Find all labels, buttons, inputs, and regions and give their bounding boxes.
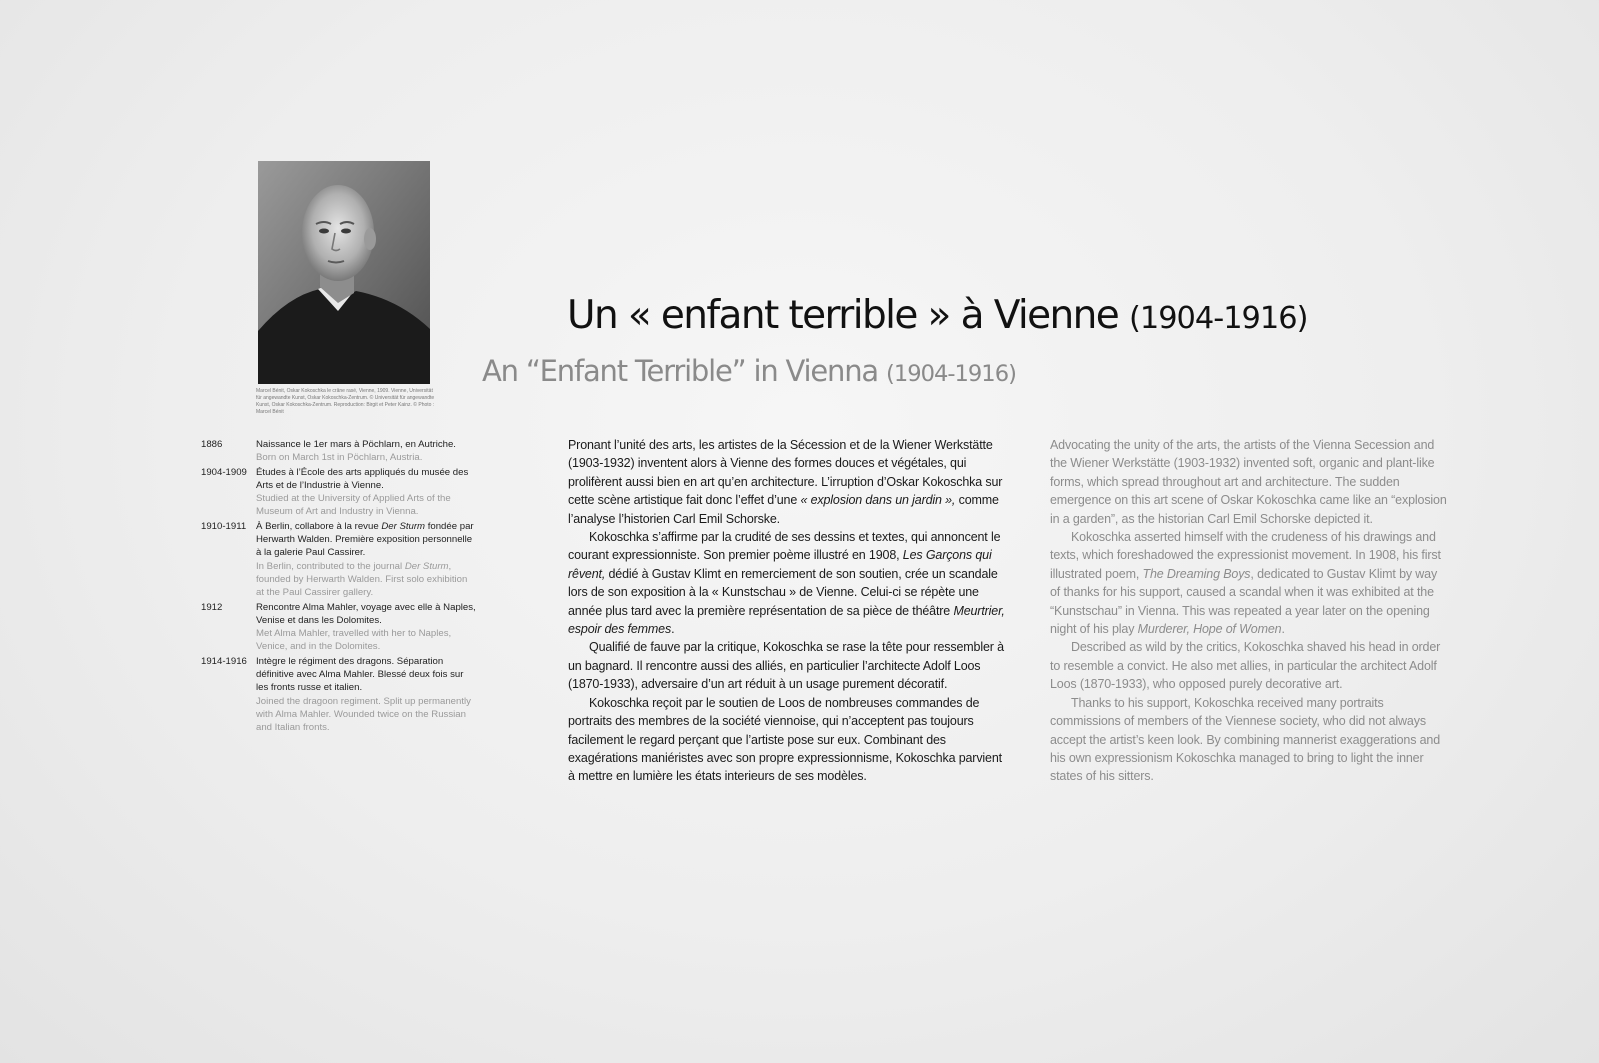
main-title-french: [567, 293, 1308, 338]
title-fr-text: Un « enfant terrible » à Vienne: [567, 293, 1119, 338]
timeline-text-en: Joined the dragoon regiment. Split up permanently with Alma Mahler. Wounded twice on the Russian and Italian fronts.: [256, 695, 471, 734]
work-title-italic: The Dreaming Boys: [1142, 566, 1251, 581]
timeline-entry: [201, 655, 476, 735]
text-run: Kokoschka asserted himself with the crudeness of his drawings and texts, which foreshadowed the expressionist movement. In 1908, his first illustrated poem,: [1050, 530, 1441, 581]
text-run: dédié à Gustav Klimt en remerciement de son soutien, crée un scandale lors de son exposition à la « Kunstschau » de Vienne. Celui-ci se répète une année plus tard avec la première représentation de sa pièce de théâtre: [568, 566, 998, 618]
timeline-year: 1904-1909: [201, 466, 247, 478]
timeline-text-en: [256, 560, 476, 600]
timeline-text-fr: Rencontre Alma Mahler, voyage avec elle à Naples, Venise et dans les Dolomites.: [256, 601, 476, 626]
timeline-text-en: Met Alma Mahler, travelled with her to Naples, Venice, and in the Dolomites.: [256, 628, 452, 653]
timeline-body: [256, 655, 476, 735]
timeline-text-en: Born on March 1st in Pöchlarn, Austria.: [256, 452, 423, 464]
timeline-entry: [201, 466, 476, 519]
timeline-body: [256, 466, 476, 519]
paragraph: [1050, 528, 1450, 638]
kokoschka-portrait-photo: [258, 161, 430, 384]
biography-timeline: [201, 438, 476, 736]
text-run: , dedicated to Gustav Klimt by way of thanks for his support, caused a scandal when it was exhibited at the “Kunstschau” in Vienna. This was repeated a year later on the opening night of his play: [1050, 566, 1438, 637]
text-run: Pronant l’unité des arts, les artistes de la Sécession et de la Wiener Werkstätte (1903-1932) inventent alors à Vienne des formes douces et végétales, qui prolifèrent aussi bien en art qu’en architecture. L’irruption d’Oskar Kokoschka sur cette scène artistique fait donc l’effet d’une: [568, 438, 1003, 508]
timeline-body: [256, 438, 476, 465]
paragraph: Advocating the unity of the arts, the artists of the Vienna Secession and the Wiener Werkstätte (1903-1932) invented soft, organic and plant-like forms, which spread throughout art and architecture. The sudden emergence on this art scene of Oskar Kokoschka came like an “explosion in a garden”, as the historian Carl Emil Schorske depicted it.: [1050, 438, 1447, 526]
work-title-italic: Les Garçons qui rêvent,: [568, 548, 992, 581]
timeline-body: [256, 601, 476, 654]
main-title-english: [482, 354, 1016, 388]
work-title-italic: Murderer, Hope of Women: [1137, 622, 1282, 637]
paragraph: [568, 528, 1008, 638]
body-text-french: [568, 436, 1008, 786]
text-run: .: [671, 622, 675, 637]
timeline-fr-part: À Berlin, collabore à la revue: [256, 520, 379, 532]
timeline-year: 1914-1916: [201, 655, 247, 667]
timeline-text-fr: Naissance le 1er mars à Pöchlarn, en Autriche.: [256, 439, 456, 450]
timeline-text-fr: [256, 520, 476, 560]
title-en-dates: (1904-1916): [886, 361, 1016, 387]
timeline-entry: [201, 601, 476, 654]
portrait-figure: [258, 161, 430, 384]
work-title-italic: Meurtrier, espoir des femmes: [568, 603, 1005, 637]
timeline-text-fr: Études à l’École des arts appliqués du musée des Arts et de l’Industrie à Vienne.: [256, 466, 469, 491]
timeline-year: 1912: [201, 601, 223, 613]
timeline-en-part: In Berlin, contributed to the journal: [256, 560, 403, 572]
timeline-text-fr: Intègre le régiment des dragons. Séparation définitive avec Alma Mahler. Blessé deux fois sur les fronts russe et italien.: [256, 655, 464, 694]
timeline-entry: [201, 520, 476, 600]
quote-italic: « explosion dans un jardin »,: [800, 493, 956, 508]
title-en-text: An “Enfant Terrible” in Vienna: [482, 354, 878, 388]
timeline-year: 1910-1911: [201, 520, 247, 532]
timeline-en-part: , founded by Herwarth Walden. First solo exhibition at the Paul Cassirer gallery.: [256, 560, 468, 599]
paragraph: Thanks to his support, Kokoschka received many portraits commissions of members of the Viennese society, who did not always accept the artist’s keen look. By combining mannerist exaggerations and his own expressionism Kokoschka managed to bring to light the inner states of his sitters.: [1050, 695, 1441, 784]
journal-title-fr: Der Sturm: [381, 520, 426, 532]
timeline-text-en: Studied at the University of Applied Arts of the Museum of Art and Industry in Vienna.: [256, 493, 451, 518]
paragraph: Kokoschka reçoit par le soutien de Loos de nombreuses commandes de portraits des membres de la société viennoise, qui n’acceptent pas toujours facilement le regard perçant que l’artiste pose sur eux. Combinant des exagérations maniéristes avec son propre expressionnisme, Kokoschka parvient à mettre en lumière les états interieurs de ses modèles.: [568, 695, 1002, 784]
body-text-english: [1050, 436, 1450, 786]
text-run: Kokoschka s’affirme par la crudité de ses dessins et textes, qui annoncent le courant expressionniste. Son premier poème illustré en 1908,: [568, 530, 1001, 563]
title-fr-dates: (1904-1916): [1129, 301, 1308, 336]
text-run: .: [1281, 622, 1285, 637]
paragraph: Qualifié de fauve par la critique, Kokoschka se rase la tête pour ressembler à un bagnard. Il rencontre aussi des alliés, en particulier l’architecte Adolf Loos (1870-1933), adversaire d’un art réduit à un usage purement décoratif.: [568, 640, 1004, 692]
paragraph: [568, 436, 1008, 528]
portrait-caption: Marcel Bénit, Oskar Kokoschka le crâne rasé, Vienne, 1909. Vienne, Universität für angewandte Kunst, Oskar Kokoschka-Zentrum. © Universität für angewandte Kunst, Oskar Kokoschka-Zentrum. Reproduction: Birgit et Peter Kainz. © Photo : Marcel Bénit: [256, 388, 435, 415]
timeline-entry: [201, 438, 476, 465]
journal-title-en: Der Sturm: [404, 560, 449, 572]
paragraph: Described as wild by the critics, Kokoschka shaved his head in order to resemble a convict. He also met allies, in particular the architect Adolf Loos (1870-1933), who opposed purely decorative art.: [1050, 640, 1441, 692]
timeline-year: 1886: [201, 439, 223, 450]
text-run: comme l’analyse l’historien Carl Emil Schorske.: [568, 493, 999, 526]
timeline-fr-part: fondée par Herwarth Walden. Première exposition personnelle à la galerie Paul Cassirer.: [256, 520, 474, 559]
timeline-body: [256, 520, 476, 600]
